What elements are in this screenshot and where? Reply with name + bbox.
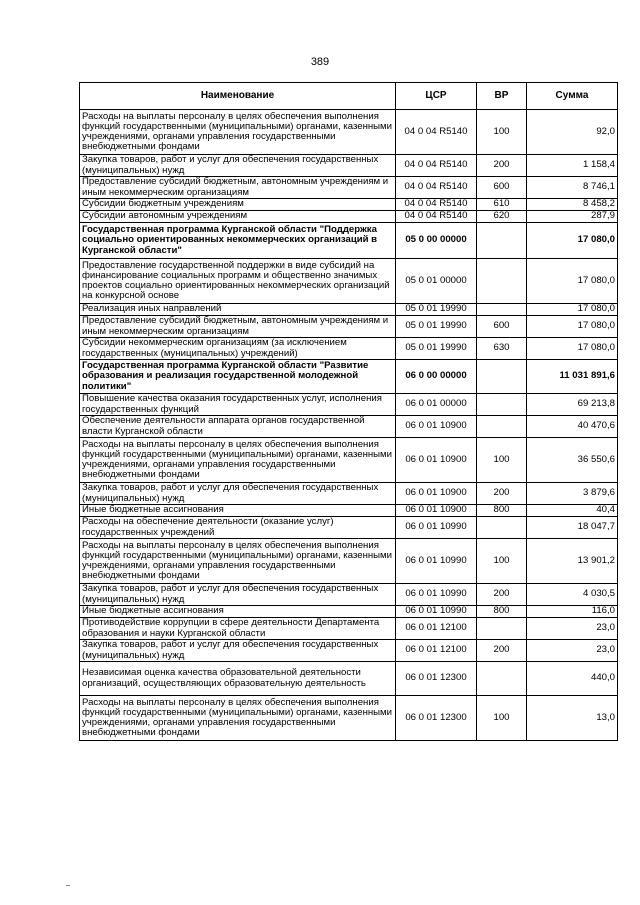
row-csr-cell: 06 0 01 10900 — [396, 438, 477, 483]
row-vr-cell: 800 — [477, 606, 527, 618]
table-row — [80, 640, 618, 662]
row-csr-cell: 06 0 01 10990 — [396, 584, 477, 606]
table-row — [80, 394, 618, 416]
row-vr-cell — [477, 259, 527, 304]
row-name-cell: Реализация иных направлений — [80, 304, 396, 316]
row-name-cell: Расходы на выплаты персоналу в целях обеспечения выполнения функций государственными (муниципальными) органами, казенными учреждениями, органами управления государственными внебюджетными фондами — [80, 438, 396, 483]
row-sum-cell: 440,0 — [527, 662, 618, 696]
row-vr-cell: 800 — [477, 505, 527, 517]
row-name-cell: Независимая оценка качества образовательной деятельности организаций, осуществляющих образовательную деятельность — [80, 662, 396, 696]
row-sum-cell: 4 030,5 — [527, 584, 618, 606]
table-row — [80, 438, 618, 483]
row-csr-cell: 05 0 01 19990 — [396, 316, 477, 338]
table-row — [80, 696, 618, 741]
row-csr-cell: 05 0 01 00000 — [396, 259, 477, 304]
table-row — [80, 517, 618, 539]
row-csr-cell: 06 0 01 10990 — [396, 606, 477, 618]
row-csr-cell: 06 0 01 10900 — [396, 483, 477, 505]
row-vr-cell: 600 — [477, 316, 527, 338]
row-vr-cell — [477, 223, 527, 259]
table-body — [80, 110, 618, 741]
row-name-cell: Обеспечение деятельности аппарата органов государственной власти Курганской области — [80, 416, 396, 438]
row-sum-cell: 17 080,0 — [527, 259, 618, 304]
row-sum-cell: 8 746,1 — [527, 177, 618, 199]
row-sum-cell: 23,0 — [527, 618, 618, 640]
row-vr-cell: 100 — [477, 110, 527, 155]
table-row — [80, 505, 618, 517]
row-vr-cell: 100 — [477, 539, 527, 584]
table-header-row — [80, 83, 618, 110]
row-name-cell: Государственная программа Курганской области "Развитие образования и реализация государственной молодежной политики" — [80, 360, 396, 394]
row-name-cell: Иные бюджетные ассигнования — [80, 606, 396, 618]
row-name-cell: Расходы на обеспечение деятельности (оказание услуг) государственных учреждений — [80, 517, 396, 539]
row-vr-cell: 630 — [477, 338, 527, 360]
row-name-cell: Субсидии автономным учреждениям — [80, 211, 396, 223]
table-row — [80, 110, 618, 155]
header-vr: ВР — [477, 83, 527, 110]
table-row — [80, 584, 618, 606]
page-number: 389 — [310, 56, 330, 68]
table-row — [80, 606, 618, 618]
row-vr-cell: 620 — [477, 211, 527, 223]
row-vr-cell: 100 — [477, 438, 527, 483]
table-row — [80, 259, 618, 304]
table-row — [80, 223, 618, 259]
row-name-cell: Расходы на выплаты персоналу в целях обеспечения выполнения функций государственными (муниципальными) органами, казенными учреждениями, органами управления государственными внебюджетными фондами — [80, 539, 396, 584]
table-row — [80, 199, 618, 211]
table-row — [80, 618, 618, 640]
row-sum-cell: 92,0 — [527, 110, 618, 155]
row-sum-cell: 11 031 891,6 — [527, 360, 618, 394]
row-csr-cell: 06 0 01 12100 — [396, 618, 477, 640]
row-sum-cell: 116,0 — [527, 606, 618, 618]
row-vr-cell: 200 — [477, 640, 527, 662]
row-csr-cell: 05 0 01 19990 — [396, 338, 477, 360]
row-vr-cell — [477, 618, 527, 640]
row-csr-cell: 06 0 01 12100 — [396, 640, 477, 662]
row-vr-cell: 610 — [477, 199, 527, 211]
row-sum-cell: 8 458,2 — [527, 199, 618, 211]
row-csr-cell: 06 0 01 00000 — [396, 394, 477, 416]
row-name-cell: Субсидии бюджетным учреждениям — [80, 199, 396, 211]
row-vr-cell — [477, 394, 527, 416]
scan-mark — [66, 885, 70, 886]
header-name: Наименование — [80, 83, 396, 110]
row-vr-cell — [477, 416, 527, 438]
row-csr-cell: 05 0 01 19990 — [396, 304, 477, 316]
row-sum-cell: 36 550,6 — [527, 438, 618, 483]
row-name-cell: Закупка товаров, работ и услуг для обеспечения государственных (муниципальных) нужд — [80, 640, 396, 662]
row-name-cell: Предоставление субсидий бюджетным, автономным учреждениям и иным некоммерческим организациям — [80, 177, 396, 199]
row-name-cell: Закупка товаров, работ и услуг для обеспечения государственных (муниципальных) нужд — [80, 584, 396, 606]
table-row — [80, 316, 618, 338]
row-vr-cell: 200 — [477, 584, 527, 606]
row-vr-cell: 100 — [477, 696, 527, 741]
row-sum-cell: 40 470,6 — [527, 416, 618, 438]
row-sum-cell: 287,9 — [527, 211, 618, 223]
row-csr-cell: 06 0 01 12300 — [396, 696, 477, 741]
row-name-cell: Субсидии некоммерческим организациям (за исключением государственных (муниципальных) учреждений) — [80, 338, 396, 360]
table-row — [80, 539, 618, 584]
header-sum: Сумма — [527, 83, 618, 110]
row-vr-cell — [477, 360, 527, 394]
row-name-cell: Закупка товаров, работ и услуг для обеспечения государственных (муниципальных) нужд — [80, 483, 396, 505]
row-name-cell: Повышение качества оказания государственных услуг, исполнения государственных функций — [80, 394, 396, 416]
row-csr-cell: 06 0 01 10990 — [396, 539, 477, 584]
row-sum-cell: 17 080,0 — [527, 223, 618, 259]
table-row — [80, 155, 618, 177]
row-vr-cell: 600 — [477, 177, 527, 199]
header-csr: ЦСР — [396, 83, 477, 110]
table-row — [80, 662, 618, 696]
row-sum-cell: 17 080,0 — [527, 304, 618, 316]
row-csr-cell: 06 0 00 00000 — [396, 360, 477, 394]
table-row — [80, 177, 618, 199]
row-sum-cell: 40,4 — [527, 505, 618, 517]
table-row — [80, 338, 618, 360]
row-sum-cell: 13,0 — [527, 696, 618, 741]
row-csr-cell: 04 0 04 R5140 — [396, 211, 477, 223]
row-csr-cell: 05 0 00 00000 — [396, 223, 477, 259]
table-row — [80, 304, 618, 316]
row-sum-cell: 69 213,8 — [527, 394, 618, 416]
row-sum-cell: 3 879,6 — [527, 483, 618, 505]
row-sum-cell: 18 047,7 — [527, 517, 618, 539]
row-csr-cell: 06 0 01 12300 — [396, 662, 477, 696]
row-vr-cell: 200 — [477, 155, 527, 177]
row-sum-cell: 13 901,2 — [527, 539, 618, 584]
row-csr-cell: 04 0 04 R5140 — [396, 110, 477, 155]
row-sum-cell: 17 080,0 — [527, 316, 618, 338]
row-vr-cell — [477, 517, 527, 539]
row-csr-cell: 06 0 01 10900 — [396, 416, 477, 438]
row-vr-cell — [477, 304, 527, 316]
row-sum-cell: 1 158,4 — [527, 155, 618, 177]
budget-table — [79, 82, 618, 741]
row-csr-cell: 04 0 04 R5140 — [396, 199, 477, 211]
row-csr-cell: 04 0 04 R5140 — [396, 155, 477, 177]
row-name-cell: Противодействие коррупции в сфере деятельности Департамента образования и науки Курганской области — [80, 618, 396, 640]
row-csr-cell: 04 0 04 R5140 — [396, 177, 477, 199]
row-vr-cell — [477, 662, 527, 696]
table-row — [80, 416, 618, 438]
row-name-cell: Государственная программа Курганской области "Поддержка социально ориентированных некоммерческих организаций в Курганской области" — [80, 223, 396, 259]
row-vr-cell: 200 — [477, 483, 527, 505]
row-sum-cell: 17 080,0 — [527, 338, 618, 360]
row-csr-cell: 06 0 01 10900 — [396, 505, 477, 517]
row-name-cell: Иные бюджетные ассигнования — [80, 505, 396, 517]
row-name-cell: Расходы на выплаты персоналу в целях обеспечения выполнения функций государственными (муниципальными) органами, казенными учреждениями, органами управления государственными внебюджетными фондами — [80, 110, 396, 155]
row-name-cell: Закупка товаров, работ и услуг для обеспечения государственных (муниципальных) нужд — [80, 155, 396, 177]
row-csr-cell: 06 0 01 10990 — [396, 517, 477, 539]
table-row — [80, 360, 618, 394]
row-name-cell: Предоставление субсидий бюджетным, автономным учреждениям и иным некоммерческим организациям — [80, 316, 396, 338]
row-name-cell: Расходы на выплаты персоналу в целях обеспечения выполнения функций государственными (муниципальными) органами, казенными учреждениями, органами управления государственными внебюджетными фондами — [80, 696, 396, 741]
row-sum-cell: 23,0 — [527, 640, 618, 662]
row-name-cell: Предоставление государственной поддержки в виде субсидий на финансирование социальных программ и общественно значимых проектов социально ориентированных некоммерческих организаций на конкурсной основе — [80, 259, 396, 304]
table-row — [80, 483, 618, 505]
table-row — [80, 211, 618, 223]
